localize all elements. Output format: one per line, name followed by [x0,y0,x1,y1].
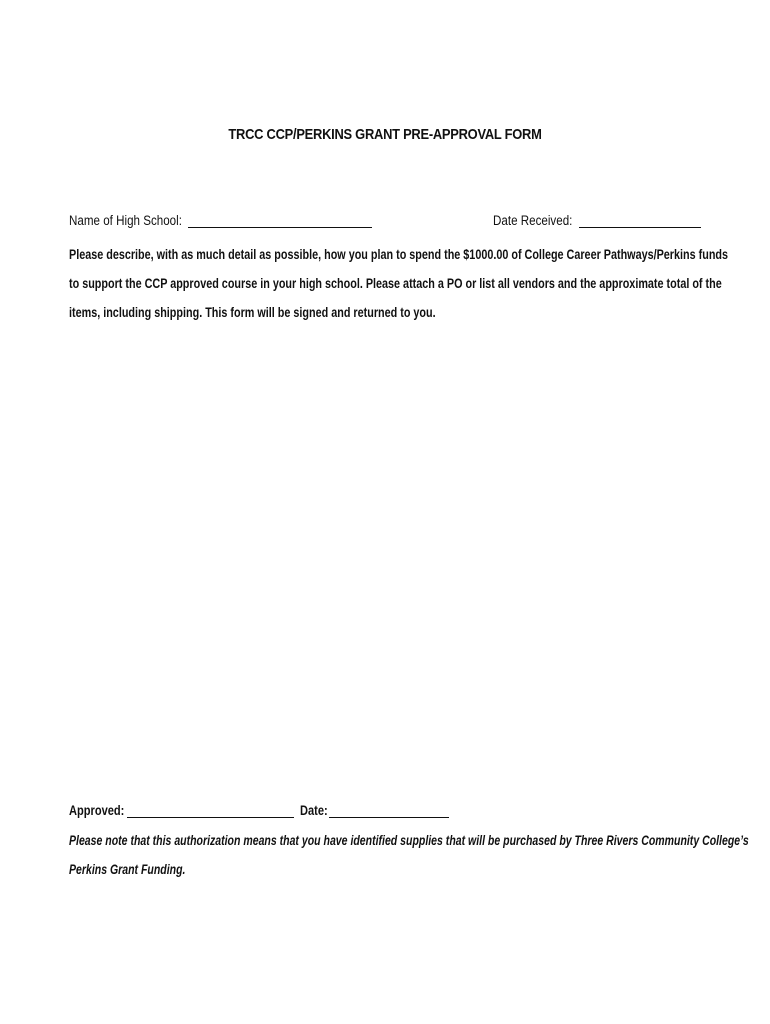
instructions-line: to support the CCP approved course in your high school. Please attach a PO or list all vendors and the approximate total of the [69,276,722,291]
school-field [69,213,372,228]
instructions-line: items, including shipping. This form will be signed and returned to you. [69,305,436,320]
school-input-line[interactable] [188,213,372,228]
note-line: Please note that this authorization means that you have identified supplies that will be purchased by Three Rivers Community College’s [69,833,749,848]
form-title: TRCC CCP/PERKINS GRANT PRE-APPROVAL FORM [228,126,542,143]
date-received-label: Date Received: [492,213,573,228]
approval-date-line[interactable] [329,803,449,818]
instructions-paragraph [69,240,769,327]
date-received-input-line[interactable] [579,213,701,228]
approved-signature-line[interactable] [127,803,294,818]
header-fields-row [69,213,701,233]
note-line: Perkins Grant Funding. [69,862,186,877]
approved-label: Approved: [69,803,125,818]
date-received-field [493,213,701,228]
school-label: Name of High School: [69,213,182,228]
instructions-line: Please describe, with as much detail as possible, how you plan to spend the $1000.00 of College Career Pathways/Perkins funds [69,247,729,262]
authorization-note [69,826,770,884]
approval-row [69,803,449,818]
approval-date-label: Date: [299,803,328,818]
